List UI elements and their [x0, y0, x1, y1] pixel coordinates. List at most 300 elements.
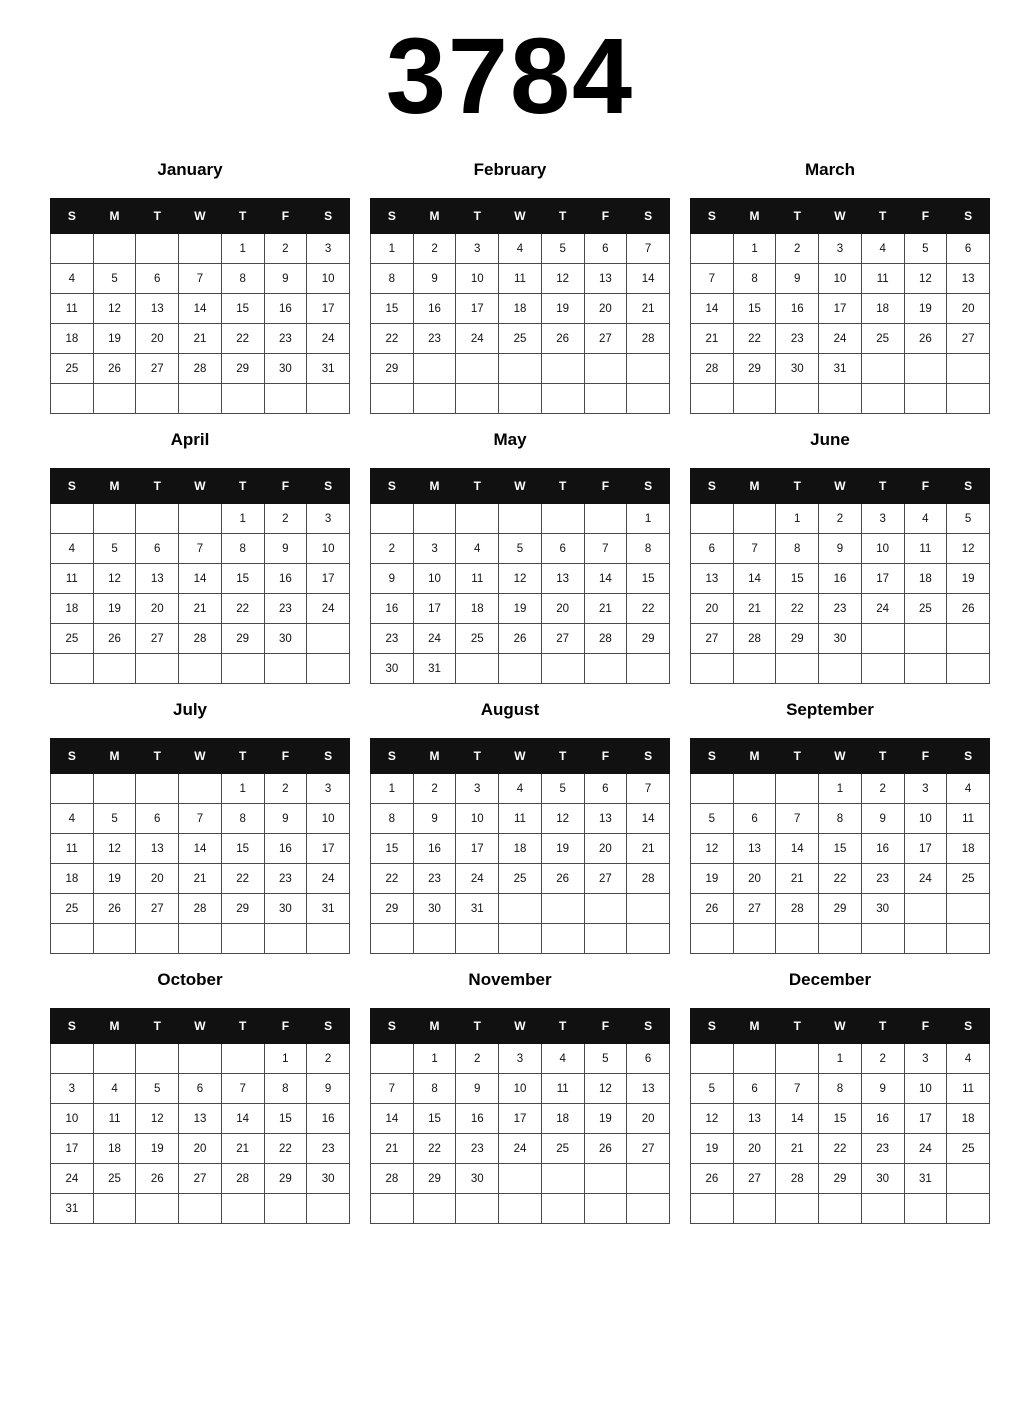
- day-cell[interactable]: 16: [456, 1104, 499, 1134]
- day-cell[interactable]: 23: [264, 324, 307, 354]
- day-cell[interactable]: 12: [93, 834, 136, 864]
- day-cell[interactable]: 9: [776, 264, 819, 294]
- day-cell[interactable]: 5: [136, 1074, 179, 1104]
- day-cell[interactable]: 7: [627, 234, 670, 264]
- day-cell[interactable]: 25: [456, 624, 499, 654]
- day-cell[interactable]: 6: [584, 234, 627, 264]
- day-cell[interactable]: 23: [861, 1134, 904, 1164]
- day-cell[interactable]: 23: [264, 864, 307, 894]
- day-cell[interactable]: 10: [904, 804, 947, 834]
- day-cell[interactable]: 12: [904, 264, 947, 294]
- day-cell[interactable]: 25: [51, 354, 94, 384]
- day-cell[interactable]: 5: [93, 264, 136, 294]
- day-cell[interactable]: 18: [51, 864, 94, 894]
- day-cell[interactable]: 27: [136, 354, 179, 384]
- day-cell[interactable]: 26: [584, 1134, 627, 1164]
- day-cell[interactable]: 28: [691, 354, 734, 384]
- day-cell[interactable]: 8: [733, 264, 776, 294]
- day-cell[interactable]: 25: [499, 864, 542, 894]
- day-cell[interactable]: 7: [627, 774, 670, 804]
- day-cell[interactable]: 21: [776, 864, 819, 894]
- day-cell[interactable]: 31: [456, 894, 499, 924]
- day-cell[interactable]: 2: [861, 774, 904, 804]
- day-cell[interactable]: 19: [136, 1134, 179, 1164]
- day-cell[interactable]: 31: [307, 354, 350, 384]
- day-cell[interactable]: 6: [136, 804, 179, 834]
- day-cell[interactable]: 16: [413, 294, 456, 324]
- day-cell[interactable]: 27: [947, 324, 990, 354]
- day-cell[interactable]: 10: [307, 804, 350, 834]
- day-cell[interactable]: 26: [691, 894, 734, 924]
- day-cell[interactable]: 17: [307, 834, 350, 864]
- day-cell[interactable]: 28: [584, 624, 627, 654]
- day-cell[interactable]: 23: [307, 1134, 350, 1164]
- day-cell[interactable]: 1: [733, 234, 776, 264]
- day-cell[interactable]: 21: [776, 1134, 819, 1164]
- day-cell[interactable]: 7: [179, 534, 222, 564]
- day-cell[interactable]: 16: [307, 1104, 350, 1134]
- day-cell[interactable]: 4: [947, 1044, 990, 1074]
- day-cell[interactable]: 3: [904, 774, 947, 804]
- day-cell[interactable]: 24: [456, 864, 499, 894]
- day-cell[interactable]: 6: [733, 804, 776, 834]
- day-cell[interactable]: 10: [819, 264, 862, 294]
- day-cell[interactable]: 5: [691, 804, 734, 834]
- day-cell[interactable]: 21: [584, 594, 627, 624]
- day-cell[interactable]: 5: [499, 534, 542, 564]
- day-cell[interactable]: 19: [93, 594, 136, 624]
- day-cell[interactable]: 26: [541, 864, 584, 894]
- day-cell[interactable]: 25: [947, 1134, 990, 1164]
- day-cell[interactable]: 6: [627, 1044, 670, 1074]
- day-cell[interactable]: 2: [819, 504, 862, 534]
- day-cell[interactable]: 30: [819, 624, 862, 654]
- day-cell[interactable]: 4: [947, 774, 990, 804]
- day-cell[interactable]: 13: [136, 834, 179, 864]
- day-cell[interactable]: 4: [499, 234, 542, 264]
- day-cell[interactable]: 13: [733, 834, 776, 864]
- day-cell[interactable]: 20: [584, 294, 627, 324]
- day-cell[interactable]: 11: [51, 294, 94, 324]
- day-cell[interactable]: 29: [221, 624, 264, 654]
- day-cell[interactable]: 20: [627, 1104, 670, 1134]
- day-cell[interactable]: 23: [819, 594, 862, 624]
- day-cell[interactable]: 9: [861, 1074, 904, 1104]
- day-cell[interactable]: 23: [776, 324, 819, 354]
- day-cell[interactable]: 14: [691, 294, 734, 324]
- day-cell[interactable]: 9: [264, 804, 307, 834]
- day-cell[interactable]: 30: [413, 894, 456, 924]
- day-cell[interactable]: 11: [93, 1104, 136, 1134]
- day-cell[interactable]: 24: [51, 1164, 94, 1194]
- day-cell[interactable]: 19: [904, 294, 947, 324]
- day-cell[interactable]: 5: [584, 1044, 627, 1074]
- day-cell[interactable]: 11: [51, 564, 94, 594]
- day-cell[interactable]: 2: [413, 234, 456, 264]
- day-cell[interactable]: 29: [371, 894, 414, 924]
- day-cell[interactable]: 3: [819, 234, 862, 264]
- day-cell[interactable]: 18: [861, 294, 904, 324]
- day-cell[interactable]: 10: [904, 1074, 947, 1104]
- day-cell[interactable]: 5: [947, 504, 990, 534]
- day-cell[interactable]: 2: [264, 234, 307, 264]
- day-cell[interactable]: 30: [307, 1164, 350, 1194]
- day-cell[interactable]: 18: [93, 1134, 136, 1164]
- day-cell[interactable]: 22: [627, 594, 670, 624]
- day-cell[interactable]: 17: [456, 834, 499, 864]
- day-cell[interactable]: 26: [93, 624, 136, 654]
- day-cell[interactable]: 29: [776, 624, 819, 654]
- day-cell[interactable]: 24: [904, 864, 947, 894]
- day-cell[interactable]: 19: [541, 294, 584, 324]
- day-cell[interactable]: 24: [819, 324, 862, 354]
- day-cell[interactable]: 15: [776, 564, 819, 594]
- day-cell[interactable]: 25: [51, 624, 94, 654]
- day-cell[interactable]: 14: [221, 1104, 264, 1134]
- day-cell[interactable]: 4: [51, 534, 94, 564]
- day-cell[interactable]: 30: [861, 1164, 904, 1194]
- day-cell[interactable]: 17: [51, 1134, 94, 1164]
- day-cell[interactable]: 4: [93, 1074, 136, 1104]
- day-cell[interactable]: 15: [819, 834, 862, 864]
- day-cell[interactable]: 2: [861, 1044, 904, 1074]
- day-cell[interactable]: 21: [691, 324, 734, 354]
- day-cell[interactable]: 11: [904, 534, 947, 564]
- day-cell[interactable]: 28: [627, 864, 670, 894]
- day-cell[interactable]: 16: [264, 834, 307, 864]
- day-cell[interactable]: 9: [819, 534, 862, 564]
- day-cell[interactable]: 1: [221, 504, 264, 534]
- day-cell[interactable]: 8: [776, 534, 819, 564]
- day-cell[interactable]: 10: [413, 564, 456, 594]
- day-cell[interactable]: 19: [93, 864, 136, 894]
- day-cell[interactable]: 5: [93, 804, 136, 834]
- day-cell[interactable]: 8: [371, 264, 414, 294]
- day-cell[interactable]: 18: [51, 324, 94, 354]
- day-cell[interactable]: 22: [371, 324, 414, 354]
- day-cell[interactable]: 21: [733, 594, 776, 624]
- day-cell[interactable]: 15: [627, 564, 670, 594]
- day-cell[interactable]: 28: [627, 324, 670, 354]
- day-cell[interactable]: 11: [456, 564, 499, 594]
- day-cell[interactable]: 21: [179, 864, 222, 894]
- day-cell[interactable]: 2: [264, 504, 307, 534]
- day-cell[interactable]: 20: [136, 594, 179, 624]
- day-cell[interactable]: 12: [93, 294, 136, 324]
- day-cell[interactable]: 27: [584, 324, 627, 354]
- day-cell[interactable]: 30: [776, 354, 819, 384]
- day-cell[interactable]: 8: [819, 804, 862, 834]
- day-cell[interactable]: 1: [371, 774, 414, 804]
- day-cell[interactable]: 25: [499, 324, 542, 354]
- day-cell[interactable]: 15: [221, 834, 264, 864]
- day-cell[interactable]: 13: [947, 264, 990, 294]
- day-cell[interactable]: 6: [947, 234, 990, 264]
- day-cell[interactable]: 21: [179, 324, 222, 354]
- day-cell[interactable]: 14: [179, 834, 222, 864]
- day-cell[interactable]: 22: [819, 1134, 862, 1164]
- day-cell[interactable]: 29: [221, 894, 264, 924]
- day-cell[interactable]: 7: [371, 1074, 414, 1104]
- day-cell[interactable]: 30: [264, 354, 307, 384]
- day-cell[interactable]: 12: [93, 564, 136, 594]
- day-cell[interactable]: 27: [541, 624, 584, 654]
- day-cell[interactable]: 29: [627, 624, 670, 654]
- day-cell[interactable]: 28: [371, 1164, 414, 1194]
- day-cell[interactable]: 21: [179, 594, 222, 624]
- day-cell[interactable]: 17: [904, 1104, 947, 1134]
- day-cell[interactable]: 1: [221, 774, 264, 804]
- day-cell[interactable]: 4: [456, 534, 499, 564]
- day-cell[interactable]: 16: [264, 564, 307, 594]
- day-cell[interactable]: 6: [733, 1074, 776, 1104]
- day-cell[interactable]: 8: [221, 804, 264, 834]
- day-cell[interactable]: 4: [51, 804, 94, 834]
- day-cell[interactable]: 18: [541, 1104, 584, 1134]
- day-cell[interactable]: 13: [733, 1104, 776, 1134]
- day-cell[interactable]: 1: [371, 234, 414, 264]
- day-cell[interactable]: 14: [627, 804, 670, 834]
- day-cell[interactable]: 16: [413, 834, 456, 864]
- day-cell[interactable]: 30: [861, 894, 904, 924]
- day-cell[interactable]: 14: [776, 1104, 819, 1134]
- day-cell[interactable]: 8: [221, 264, 264, 294]
- day-cell[interactable]: 3: [307, 774, 350, 804]
- day-cell[interactable]: 23: [413, 324, 456, 354]
- day-cell[interactable]: 7: [691, 264, 734, 294]
- day-cell[interactable]: 15: [264, 1104, 307, 1134]
- day-cell[interactable]: 18: [499, 834, 542, 864]
- day-cell[interactable]: 15: [733, 294, 776, 324]
- day-cell[interactable]: 24: [904, 1134, 947, 1164]
- day-cell[interactable]: 11: [499, 804, 542, 834]
- day-cell[interactable]: 12: [541, 804, 584, 834]
- day-cell[interactable]: 22: [413, 1134, 456, 1164]
- day-cell[interactable]: 11: [947, 804, 990, 834]
- day-cell[interactable]: 27: [136, 624, 179, 654]
- day-cell[interactable]: 25: [947, 864, 990, 894]
- day-cell[interactable]: 22: [264, 1134, 307, 1164]
- day-cell[interactable]: 17: [307, 564, 350, 594]
- day-cell[interactable]: 10: [51, 1104, 94, 1134]
- day-cell[interactable]: 15: [371, 294, 414, 324]
- day-cell[interactable]: 14: [371, 1104, 414, 1134]
- day-cell[interactable]: 24: [307, 324, 350, 354]
- day-cell[interactable]: 15: [819, 1104, 862, 1134]
- day-cell[interactable]: 22: [733, 324, 776, 354]
- day-cell[interactable]: 8: [627, 534, 670, 564]
- day-cell[interactable]: 19: [541, 834, 584, 864]
- day-cell[interactable]: 1: [776, 504, 819, 534]
- day-cell[interactable]: 22: [221, 324, 264, 354]
- day-cell[interactable]: 9: [371, 564, 414, 594]
- day-cell[interactable]: 6: [691, 534, 734, 564]
- day-cell[interactable]: 18: [947, 1104, 990, 1134]
- day-cell[interactable]: 17: [456, 294, 499, 324]
- day-cell[interactable]: 16: [819, 564, 862, 594]
- day-cell[interactable]: 28: [776, 894, 819, 924]
- day-cell[interactable]: 15: [413, 1104, 456, 1134]
- day-cell[interactable]: 8: [221, 534, 264, 564]
- day-cell[interactable]: 3: [456, 234, 499, 264]
- day-cell[interactable]: 28: [221, 1164, 264, 1194]
- day-cell[interactable]: 13: [136, 294, 179, 324]
- day-cell[interactable]: 19: [691, 864, 734, 894]
- day-cell[interactable]: 14: [733, 564, 776, 594]
- day-cell[interactable]: 18: [456, 594, 499, 624]
- day-cell[interactable]: 24: [307, 864, 350, 894]
- day-cell[interactable]: 10: [861, 534, 904, 564]
- day-cell[interactable]: 11: [541, 1074, 584, 1104]
- day-cell[interactable]: 28: [179, 624, 222, 654]
- day-cell[interactable]: 9: [413, 804, 456, 834]
- day-cell[interactable]: 13: [691, 564, 734, 594]
- day-cell[interactable]: 10: [499, 1074, 542, 1104]
- day-cell[interactable]: 22: [776, 594, 819, 624]
- day-cell[interactable]: 30: [456, 1164, 499, 1194]
- day-cell[interactable]: 28: [733, 624, 776, 654]
- day-cell[interactable]: 27: [627, 1134, 670, 1164]
- day-cell[interactable]: 4: [541, 1044, 584, 1074]
- day-cell[interactable]: 3: [307, 234, 350, 264]
- day-cell[interactable]: 30: [264, 624, 307, 654]
- day-cell[interactable]: 12: [691, 834, 734, 864]
- day-cell[interactable]: 23: [861, 864, 904, 894]
- day-cell[interactable]: 1: [221, 234, 264, 264]
- day-cell[interactable]: 19: [93, 324, 136, 354]
- day-cell[interactable]: 10: [307, 534, 350, 564]
- day-cell[interactable]: 13: [584, 264, 627, 294]
- day-cell[interactable]: 26: [136, 1164, 179, 1194]
- day-cell[interactable]: 29: [221, 354, 264, 384]
- day-cell[interactable]: 18: [947, 834, 990, 864]
- day-cell[interactable]: 16: [861, 1104, 904, 1134]
- day-cell[interactable]: 27: [179, 1164, 222, 1194]
- day-cell[interactable]: 12: [541, 264, 584, 294]
- day-cell[interactable]: 5: [93, 534, 136, 564]
- day-cell[interactable]: 23: [264, 594, 307, 624]
- day-cell[interactable]: 5: [691, 1074, 734, 1104]
- day-cell[interactable]: 5: [541, 234, 584, 264]
- day-cell[interactable]: 29: [819, 1164, 862, 1194]
- day-cell[interactable]: 15: [221, 564, 264, 594]
- day-cell[interactable]: 11: [947, 1074, 990, 1104]
- day-cell[interactable]: 20: [584, 834, 627, 864]
- day-cell[interactable]: 27: [733, 1164, 776, 1194]
- day-cell[interactable]: 4: [861, 234, 904, 264]
- day-cell[interactable]: 9: [456, 1074, 499, 1104]
- day-cell[interactable]: 23: [456, 1134, 499, 1164]
- day-cell[interactable]: 29: [371, 354, 414, 384]
- day-cell[interactable]: 29: [819, 894, 862, 924]
- day-cell[interactable]: 7: [179, 264, 222, 294]
- day-cell[interactable]: 26: [904, 324, 947, 354]
- day-cell[interactable]: 14: [627, 264, 670, 294]
- day-cell[interactable]: 3: [499, 1044, 542, 1074]
- day-cell[interactable]: 17: [499, 1104, 542, 1134]
- day-cell[interactable]: 18: [51, 594, 94, 624]
- day-cell[interactable]: 6: [584, 774, 627, 804]
- day-cell[interactable]: 27: [584, 864, 627, 894]
- day-cell[interactable]: 20: [541, 594, 584, 624]
- day-cell[interactable]: 3: [456, 774, 499, 804]
- day-cell[interactable]: 24: [456, 324, 499, 354]
- day-cell[interactable]: 16: [776, 294, 819, 324]
- day-cell[interactable]: 21: [221, 1134, 264, 1164]
- day-cell[interactable]: 25: [861, 324, 904, 354]
- day-cell[interactable]: 3: [413, 534, 456, 564]
- day-cell[interactable]: 14: [776, 834, 819, 864]
- day-cell[interactable]: 12: [136, 1104, 179, 1134]
- day-cell[interactable]: 7: [776, 804, 819, 834]
- day-cell[interactable]: 24: [861, 594, 904, 624]
- day-cell[interactable]: 16: [861, 834, 904, 864]
- day-cell[interactable]: 17: [307, 294, 350, 324]
- day-cell[interactable]: 8: [371, 804, 414, 834]
- day-cell[interactable]: 26: [541, 324, 584, 354]
- day-cell[interactable]: 2: [776, 234, 819, 264]
- day-cell[interactable]: 12: [584, 1074, 627, 1104]
- day-cell[interactable]: 22: [221, 864, 264, 894]
- day-cell[interactable]: 7: [179, 804, 222, 834]
- day-cell[interactable]: 10: [456, 264, 499, 294]
- day-cell[interactable]: 4: [51, 264, 94, 294]
- day-cell[interactable]: 14: [584, 564, 627, 594]
- day-cell[interactable]: 26: [691, 1164, 734, 1194]
- day-cell[interactable]: 8: [413, 1074, 456, 1104]
- day-cell[interactable]: 28: [179, 894, 222, 924]
- day-cell[interactable]: 25: [904, 594, 947, 624]
- day-cell[interactable]: 1: [627, 504, 670, 534]
- day-cell[interactable]: 6: [136, 534, 179, 564]
- day-cell[interactable]: 29: [733, 354, 776, 384]
- day-cell[interactable]: 2: [456, 1044, 499, 1074]
- day-cell[interactable]: 21: [627, 294, 670, 324]
- day-cell[interactable]: 14: [179, 564, 222, 594]
- day-cell[interactable]: 22: [221, 594, 264, 624]
- day-cell[interactable]: 19: [584, 1104, 627, 1134]
- day-cell[interactable]: 31: [904, 1164, 947, 1194]
- day-cell[interactable]: 20: [691, 594, 734, 624]
- day-cell[interactable]: 10: [456, 804, 499, 834]
- day-cell[interactable]: 23: [413, 864, 456, 894]
- day-cell[interactable]: 13: [179, 1104, 222, 1134]
- day-cell[interactable]: 1: [264, 1044, 307, 1074]
- day-cell[interactable]: 12: [499, 564, 542, 594]
- day-cell[interactable]: 17: [413, 594, 456, 624]
- day-cell[interactable]: 26: [93, 354, 136, 384]
- day-cell[interactable]: 19: [691, 1134, 734, 1164]
- day-cell[interactable]: 3: [861, 504, 904, 534]
- day-cell[interactable]: 17: [819, 294, 862, 324]
- day-cell[interactable]: 7: [221, 1074, 264, 1104]
- day-cell[interactable]: 5: [904, 234, 947, 264]
- day-cell[interactable]: 20: [733, 864, 776, 894]
- day-cell[interactable]: 28: [776, 1164, 819, 1194]
- day-cell[interactable]: 13: [541, 564, 584, 594]
- day-cell[interactable]: 20: [136, 324, 179, 354]
- day-cell[interactable]: 3: [51, 1074, 94, 1104]
- day-cell[interactable]: 15: [221, 294, 264, 324]
- day-cell[interactable]: 7: [733, 534, 776, 564]
- day-cell[interactable]: 18: [904, 564, 947, 594]
- day-cell[interactable]: 20: [136, 864, 179, 894]
- day-cell[interactable]: 2: [413, 774, 456, 804]
- day-cell[interactable]: 9: [861, 804, 904, 834]
- day-cell[interactable]: 13: [136, 564, 179, 594]
- day-cell[interactable]: 11: [51, 834, 94, 864]
- day-cell[interactable]: 9: [307, 1074, 350, 1104]
